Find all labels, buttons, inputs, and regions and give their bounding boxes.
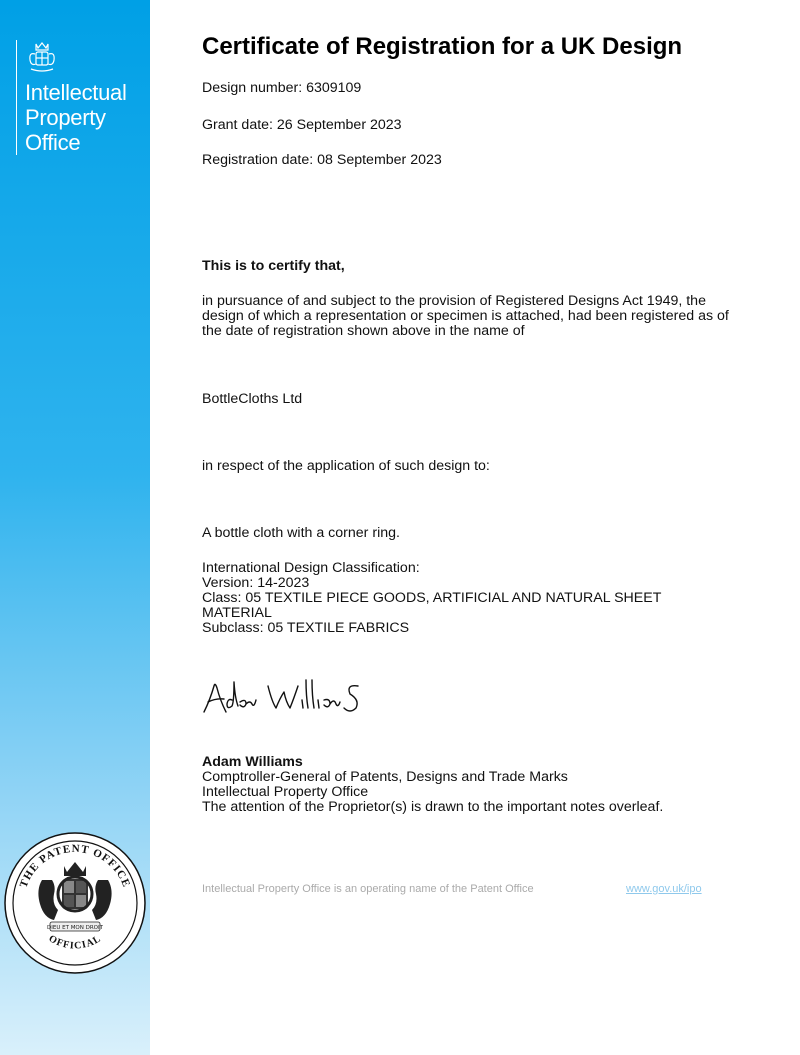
respect-text: in respect of the application of such design to: (202, 458, 490, 474)
ipo-org-line: Office (25, 130, 81, 155)
ipo-org-line: Intellectual (25, 80, 127, 105)
grant-date: Grant date: 26 September 2023 (202, 117, 402, 133)
ipo-logo (16, 40, 150, 155)
classification-version: Version: 14-2023 (202, 575, 310, 591)
sidebar (0, 0, 150, 1055)
page-title: Certificate of Registration for a UK Design (202, 33, 683, 60)
signature (200, 672, 380, 722)
classification-class: Class: 05 TEXTILE PIECE GOODS, ARTIFICIAL AND NATURAL SHEET MATERIAL (202, 590, 662, 621)
registration-date: Registration date: 08 September 2023 (202, 152, 442, 168)
signatory-role: Comptroller-General of Patents, Designs and Trade Marks (202, 769, 568, 785)
seal-bottom-text: OFFICIAL (46, 933, 104, 952)
ipo-org-line: Property (25, 105, 106, 130)
certify-body: in pursuance of and subject to the provision of Registered Designs Act 1949, the design of which a representation or specimen is attached, had been registered as of the date of registration shown above in the name of (202, 293, 729, 339)
royal-crest-icon (25, 40, 59, 74)
classification-heading: International Design Classification: (202, 560, 420, 576)
signatory-name: Adam Williams (202, 754, 303, 770)
signatory-office: Intellectual Property Office (202, 784, 369, 800)
classification-subclass: Subclass: 05 TEXTILE FABRICS (202, 620, 410, 636)
certify-heading: This is to certify that, (202, 258, 345, 274)
footer-link[interactable]: www.gov.uk/ipo (626, 883, 702, 895)
seal-motto: DIEU ET MON DROIT (47, 925, 103, 931)
ipo-org-name (25, 80, 150, 155)
proprietor-name: BottleCloths Ltd (202, 391, 303, 407)
seal-top-text: THE PATENT OFFICE (17, 842, 133, 890)
design-number: Design number: 6309109 (202, 80, 362, 96)
patent-office-seal (2, 830, 148, 976)
footer-text: Intellectual Property Office is an operating name of the Patent Office (202, 883, 534, 895)
proprietor-note: The attention of the Proprietor(s) is drawn to the important notes overleaf. (202, 799, 664, 815)
design-description: A bottle cloth with a corner ring. (202, 525, 400, 541)
